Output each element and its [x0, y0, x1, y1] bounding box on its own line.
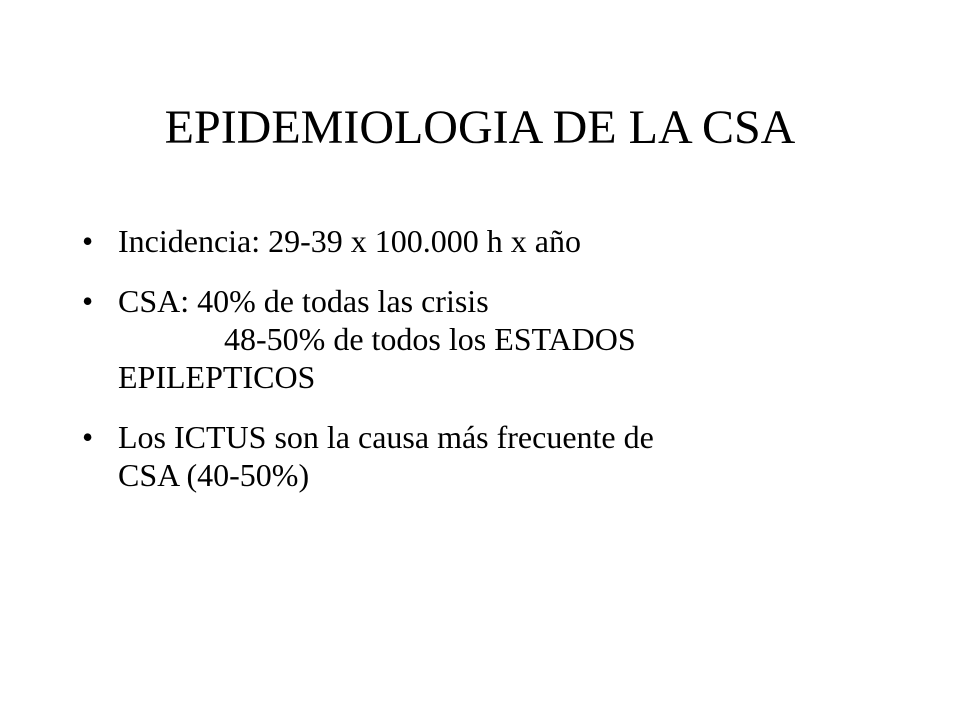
- bullet-text-ictus: Los ICTUS son la causa más frecuente de: [118, 419, 654, 455]
- bullet-text-incidence: Incidencia: 29-39 x 100.000 h x año: [118, 223, 581, 259]
- bullet-list: [82, 222, 882, 516]
- bullet-item-ictus-cause: [82, 418, 882, 494]
- slide-title: EPIDEMIOLOGIA DE LA CSA: [164, 101, 796, 154]
- bullet-marker: •: [82, 419, 94, 455]
- bullet-text-csa-range: CSA (40-50%): [118, 457, 310, 493]
- bullet-marker: •: [82, 283, 94, 319]
- bullet-text-epilepticos: EPILEPTICOS: [118, 359, 316, 395]
- bullet-item-csa-percentages: [82, 282, 882, 396]
- bullet-text-csa-crisis: CSA: 40% de todas las crisis: [118, 283, 489, 319]
- bullet-item-incidence: [82, 222, 882, 260]
- bullet-text-status-epilepticus: 48-50% de todos los ESTADOS: [224, 321, 636, 357]
- bullet-marker: •: [82, 223, 94, 259]
